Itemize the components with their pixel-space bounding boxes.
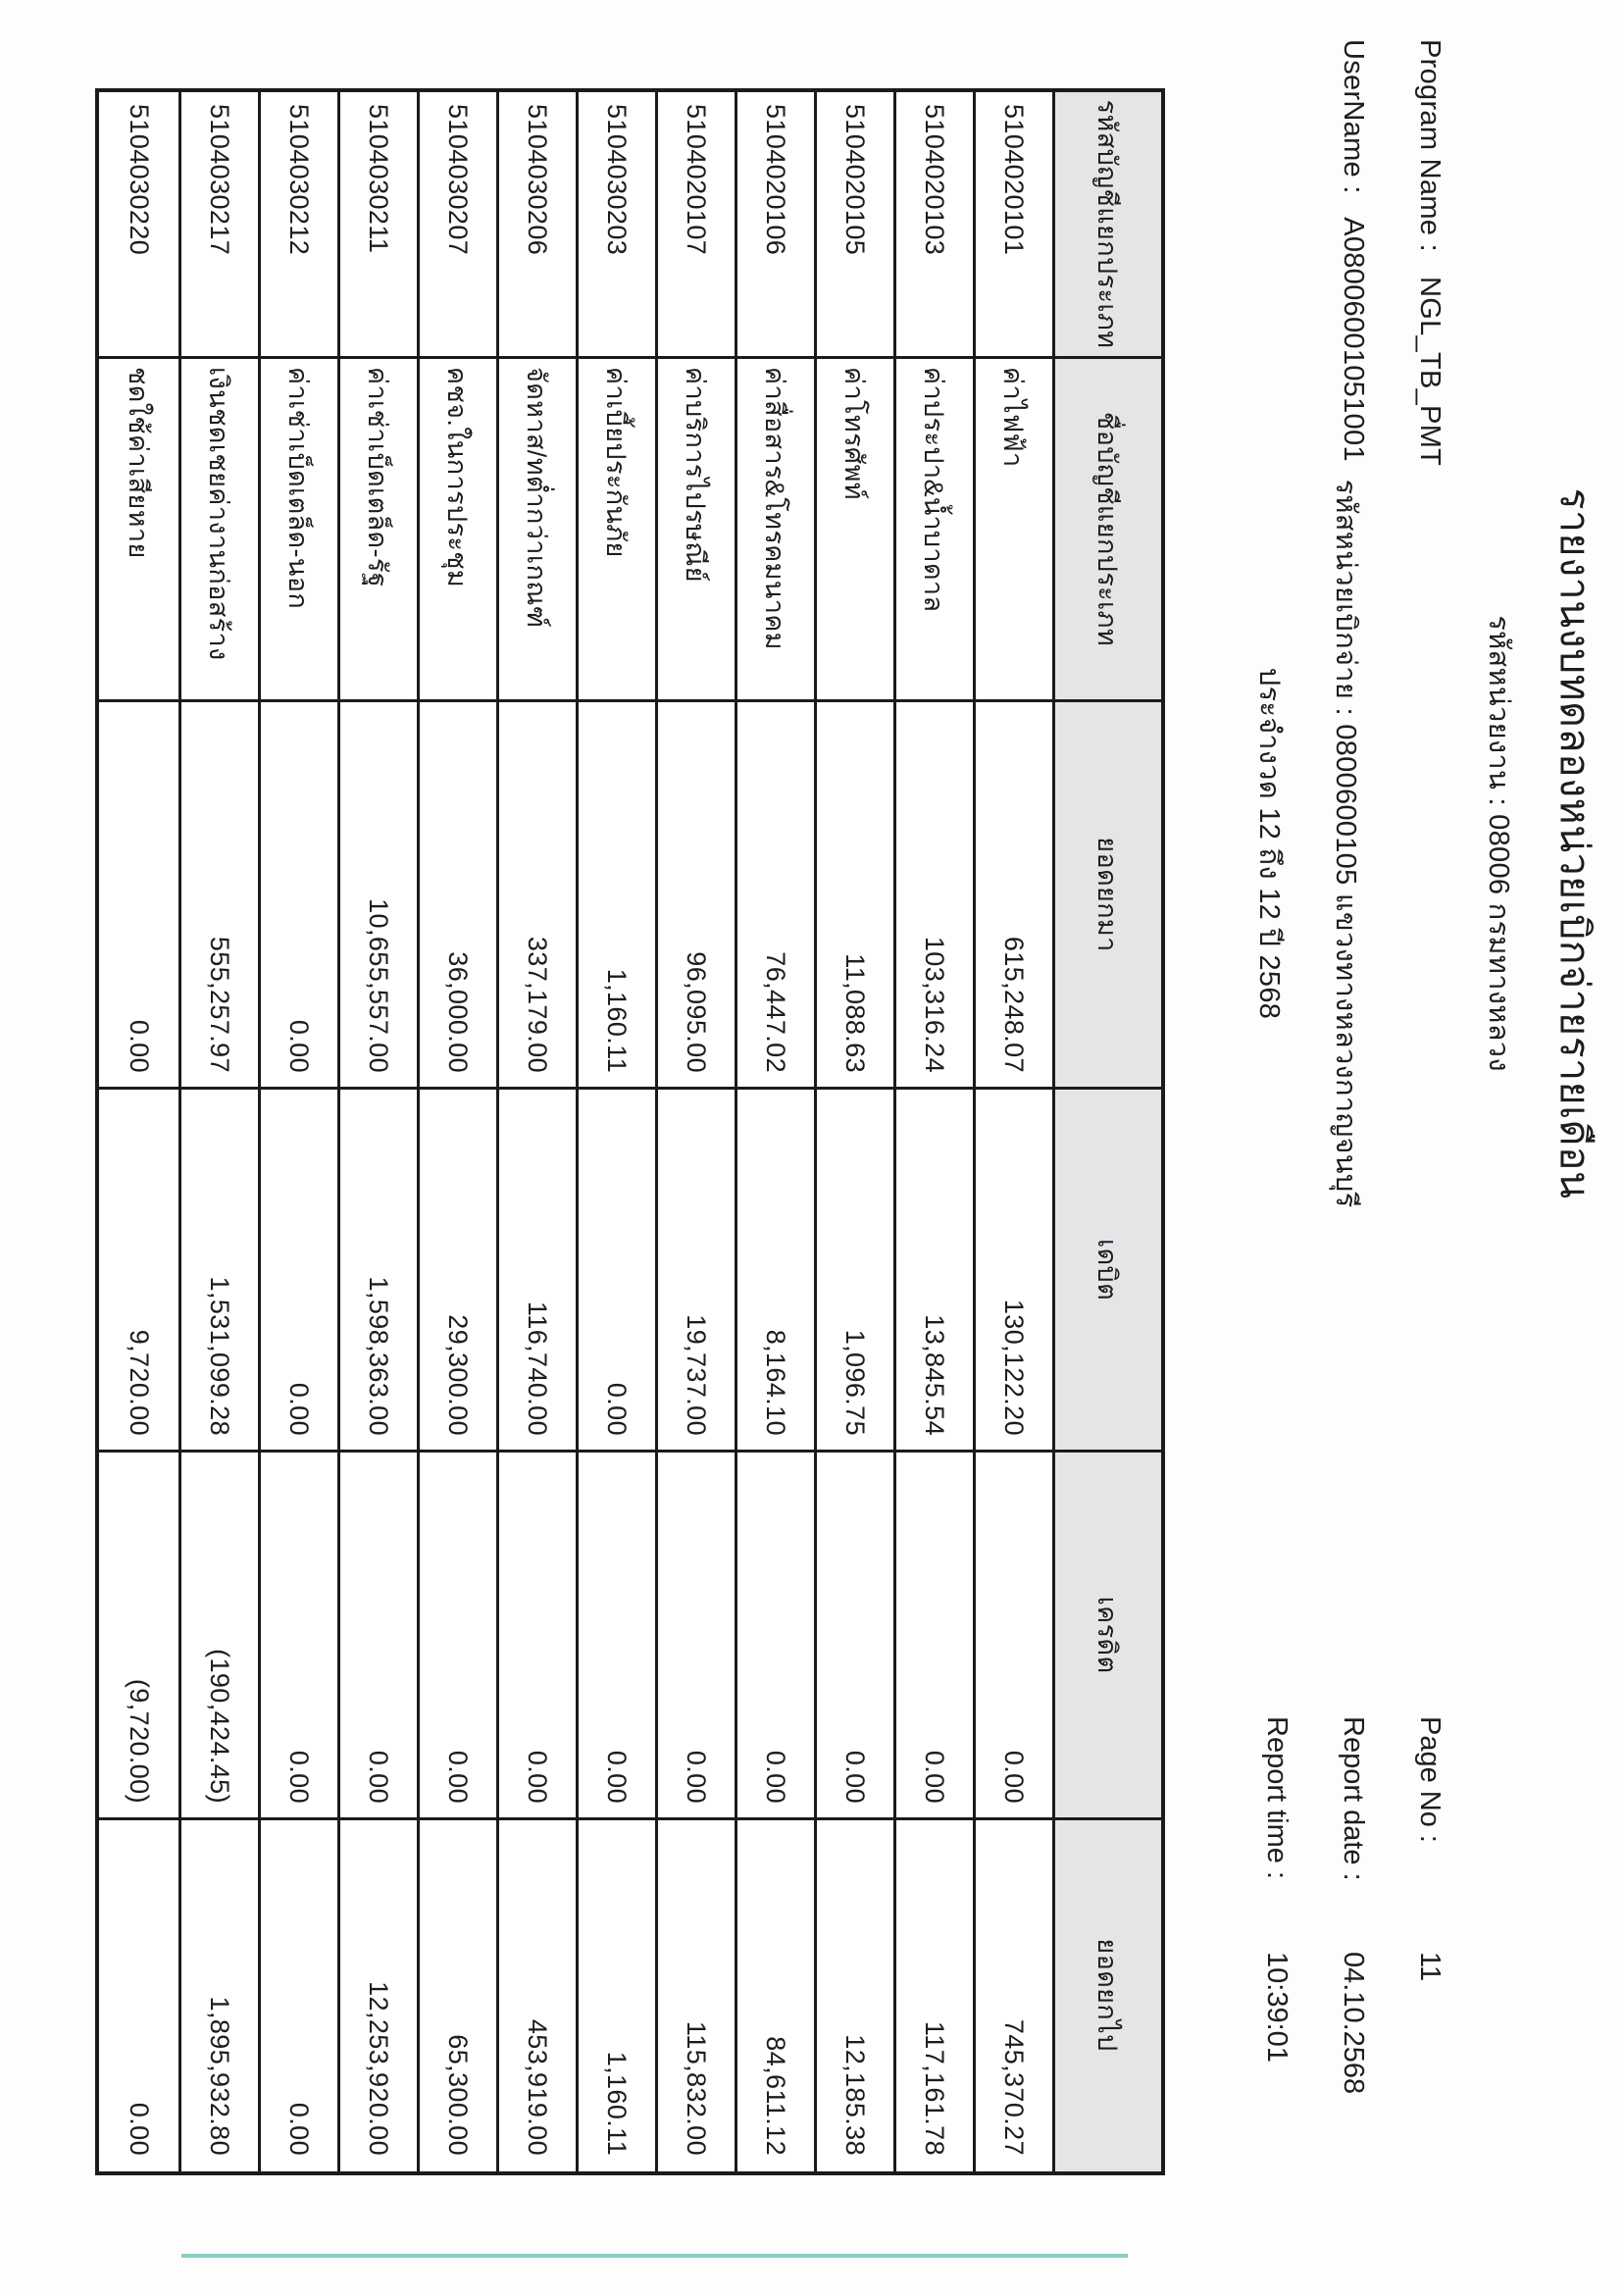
scan-artifact-line bbox=[181, 2254, 1128, 2258]
account-code-cell: 5104020101 bbox=[976, 92, 1052, 359]
debit-cell: 13,845.54 bbox=[896, 1090, 973, 1453]
credit-cell: 0.00 bbox=[579, 1453, 655, 1820]
username-label: UserName : bbox=[1338, 39, 1369, 194]
opening-balance-cell: 76,447.02 bbox=[737, 702, 814, 1090]
credit-cell: 0.00 bbox=[817, 1453, 893, 1820]
table-row bbox=[576, 92, 655, 2171]
table-row bbox=[417, 92, 496, 2171]
account-name-cell: คชจ.ในการประชุม bbox=[420, 359, 496, 702]
account-name-cell: จัดหาส/ทต่ำกว่าเกณฑ์ bbox=[499, 359, 576, 702]
account-name-cell: ค่าบริการไปรษณีย์ bbox=[658, 359, 735, 702]
column-header-closing-balance: ยอดยกไป bbox=[1092, 1938, 1123, 2052]
account-code-cell: 5104020107 bbox=[658, 92, 735, 359]
opening-balance-cell: 0.00 bbox=[99, 702, 178, 1090]
account-name-cell: เงินชดเชยค่างานก่อสร้าง bbox=[181, 359, 258, 702]
account-name-cell: ค่าโทรศัพท์ bbox=[817, 359, 893, 702]
account-name-cell: ค่าสื่อสาร&โทรคมนาคม bbox=[737, 359, 814, 702]
agency-code-line: รหัสหน่วยงาน : 08006 กรมทางหลวง bbox=[1483, 615, 1514, 1072]
closing-balance-cell: 117,161.78 bbox=[920, 2020, 950, 2156]
table-row bbox=[337, 92, 417, 2171]
debit-cell: 0.00 bbox=[579, 1090, 655, 1453]
account-code-cell: 5104030211 bbox=[340, 92, 417, 359]
report-date-label: Report date : bbox=[1338, 1716, 1369, 1881]
opening-balance-cell: 337,179.00 bbox=[499, 702, 576, 1090]
program-name-label: Program Name : bbox=[1414, 39, 1446, 252]
opening-balance-cell: 10,655,557.00 bbox=[340, 702, 417, 1090]
closing-balance-cell: 84,611.12 bbox=[761, 2036, 791, 2156]
closing-balance-cell: 745,370.27 bbox=[999, 2018, 1030, 2156]
closing-balance-cell: 115,832.00 bbox=[682, 2020, 712, 2156]
program-name-value: NGL_TB_PMT bbox=[1414, 277, 1446, 467]
account-code-cell: 5104030212 bbox=[261, 92, 337, 359]
debit-cell: 1,598,363.00 bbox=[340, 1090, 417, 1453]
account-name-cell: ค่าเบี้ยประกันภัย bbox=[579, 359, 655, 702]
debit-cell: 29,300.00 bbox=[420, 1090, 496, 1453]
table-row bbox=[893, 92, 973, 2171]
period-line: ประจำงวด 12 ถึง 12 ปี 2568 bbox=[1253, 667, 1285, 1020]
debit-cell: 130,122.20 bbox=[976, 1090, 1052, 1453]
debit-cell: 9,720.00 bbox=[99, 1090, 178, 1453]
account-code-cell: 5104030217 bbox=[181, 92, 258, 359]
table-row bbox=[735, 92, 814, 2171]
account-name-cell: ค่าไฟฟ้า bbox=[976, 359, 1052, 702]
opening-balance-cell: 11,088.63 bbox=[817, 702, 893, 1090]
credit-cell: 0.00 bbox=[340, 1453, 417, 1820]
account-code-cell: 5104030203 bbox=[579, 92, 655, 359]
credit-cell: 0.00 bbox=[420, 1453, 496, 1820]
closing-balance-cell: 12,253,920.00 bbox=[364, 1981, 394, 2156]
account-code-cell: 5104030220 bbox=[99, 92, 178, 359]
account-code-cell: 5104020106 bbox=[737, 92, 814, 359]
debit-cell: 19,737.00 bbox=[658, 1090, 735, 1453]
credit-cell: 0.00 bbox=[499, 1453, 576, 1820]
opening-balance-cell: 103,316.24 bbox=[896, 702, 973, 1090]
closing-balance-cell: 1,160.11 bbox=[602, 2051, 633, 2156]
page-no-label: Page No : bbox=[1414, 1716, 1446, 1843]
trial-balance-table bbox=[95, 88, 1165, 2175]
column-header-debit: เดบิต bbox=[1055, 1090, 1161, 1453]
column-header-opening-balance: ยอดยกมา bbox=[1055, 702, 1161, 1090]
column-header-credit: เครดิต bbox=[1055, 1453, 1161, 1820]
closing-balance-cell: 1,895,932.80 bbox=[205, 1996, 235, 2156]
debit-cell: 8,164.10 bbox=[737, 1090, 814, 1453]
credit-cell: (190,424.45) bbox=[181, 1453, 258, 1820]
closing-balance-cell: 0.00 bbox=[284, 2102, 315, 2156]
opening-balance-cell: 96,095.00 bbox=[658, 702, 735, 1090]
credit-cell: 0.00 bbox=[896, 1453, 973, 1820]
disbursement-unit-line: รหัสหน่วยเบิกจ่าย : 0800600105 แขวงทางหลวงกาญจนบุรี bbox=[1330, 479, 1361, 1208]
table-row bbox=[258, 92, 337, 2171]
account-name-cell: ค่าประปา&น้ำบาดาล bbox=[896, 359, 973, 702]
account-name-cell: ค่าเช่าเบ็ดเตล็ด-นอก bbox=[261, 359, 337, 702]
credit-cell: 0.00 bbox=[737, 1453, 814, 1820]
closing-balance-cell: 12,185.38 bbox=[840, 2034, 871, 2156]
closing-balance-cell: 0.00 bbox=[125, 2102, 154, 2156]
account-name-cell: ชดใช้ค่าเสียหาย bbox=[99, 359, 178, 702]
program-name bbox=[1413, 39, 1446, 466]
opening-balance-cell: 615,248.07 bbox=[976, 702, 1052, 1090]
opening-balance-cell: 555,257.97 bbox=[181, 702, 258, 1090]
page-no-value: 11 bbox=[1414, 1952, 1446, 1982]
debit-cell: 0.00 bbox=[261, 1090, 337, 1453]
credit-cell: 0.00 bbox=[976, 1453, 1052, 1820]
table-row bbox=[178, 92, 258, 2171]
account-code-cell: 5104020105 bbox=[817, 92, 893, 359]
credit-cell: 0.00 bbox=[261, 1453, 337, 1820]
table-header-row bbox=[1052, 92, 1161, 2171]
opening-balance-cell: 0.00 bbox=[261, 702, 337, 1090]
debit-cell: 1,531,099.28 bbox=[181, 1090, 258, 1453]
account-code-cell: 5104030207 bbox=[420, 92, 496, 359]
report-time-label: Report time : bbox=[1261, 1716, 1293, 1879]
report-time-value: 10:39:01 bbox=[1261, 1952, 1293, 2063]
closing-balance-cell: 65,300.00 bbox=[443, 2034, 474, 2156]
account-code-cell: 5104020103 bbox=[896, 92, 973, 359]
column-header-account-code: รหัสบัญชีแยกประเภท bbox=[1055, 92, 1161, 359]
account-name-cell: ค่าเช่าเบ็ดเตล็ด-รัฐ bbox=[340, 359, 417, 702]
table-row bbox=[814, 92, 893, 2171]
debit-cell: 1,096.75 bbox=[817, 1090, 893, 1453]
table-row bbox=[655, 92, 735, 2171]
account-code-cell: 5104030206 bbox=[499, 92, 576, 359]
report-date-value: 04.10.2568 bbox=[1338, 1952, 1369, 2095]
table-row bbox=[973, 92, 1052, 2171]
table-row bbox=[99, 92, 178, 2171]
column-header-account-name: ชื่อบัญชีแยกประเภท bbox=[1055, 359, 1161, 702]
debit-cell: 116,740.00 bbox=[499, 1090, 576, 1453]
report-title: รายงานงบทดลองหน่วยเบิกจ่ายรายเดือน bbox=[1552, 487, 1598, 1199]
credit-cell: 0.00 bbox=[658, 1453, 735, 1820]
opening-balance-cell: 1,160.11 bbox=[579, 702, 655, 1090]
table-row bbox=[496, 92, 576, 2171]
username-value: A08006001051001 bbox=[1338, 217, 1369, 462]
opening-balance-cell: 36,000.00 bbox=[420, 702, 496, 1090]
closing-balance-cell: 453,919.00 bbox=[523, 2018, 553, 2156]
credit-cell: (9,720.00) bbox=[99, 1453, 178, 1820]
